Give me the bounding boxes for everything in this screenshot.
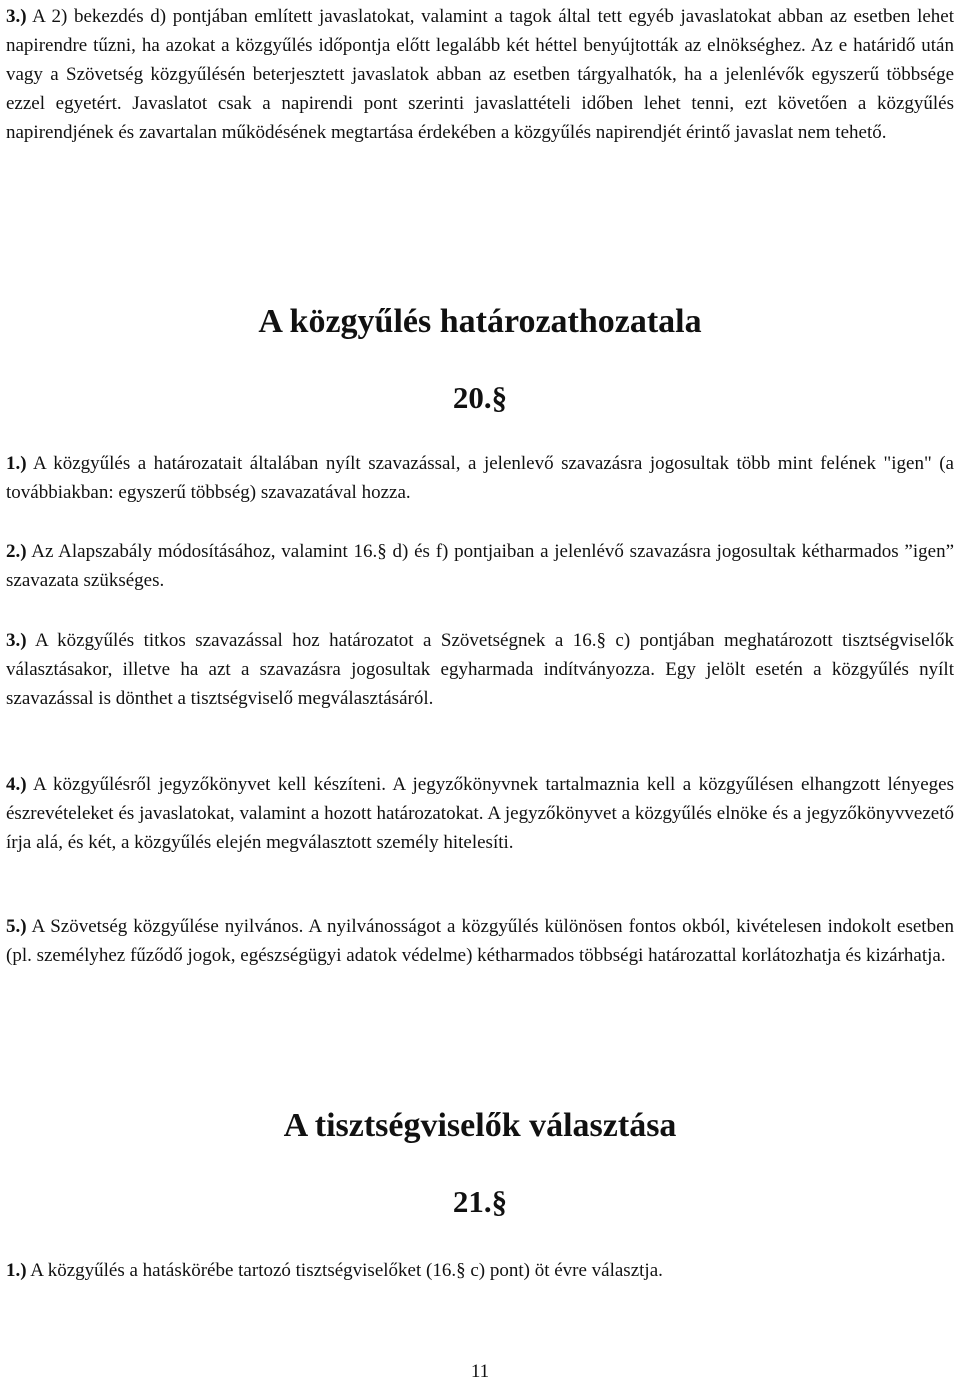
paragraph-20-4 — [6, 770, 954, 857]
paragraph-number: 1.) — [6, 1260, 27, 1281]
paragraph-20-2 — [6, 537, 954, 595]
paragraph-number: 5.) — [6, 916, 27, 937]
section-20: 20.§ — [452, 380, 508, 415]
paragraph-20-5 — [6, 912, 954, 970]
paragraph-text: A közgyűlés a határozatait általában nyílt szavazással, a jelenlevő szavazásra jogosultak több mint felének "igen" (a továbbiakban: egyszerű többség) szavazatával hozza. — [6, 453, 954, 503]
paragraph-number: 3.) — [6, 6, 27, 27]
paragraph-3-intro — [6, 2, 954, 147]
paragraph-20-3 — [6, 626, 954, 713]
paragraph-number: 1.) — [6, 453, 27, 474]
paragraph-20-1 — [6, 449, 954, 507]
paragraph-text: A közgyűlés titkos szavazással hoz határozatot a Szövetségnek a 16.§ c) pontjában meghatározott tisztségviselők választásakor, illetve ha azt a szavazásra jogosultak egyharmada indítványozza. Egy jelölt esetén a közgyűlés nyílt szavazással is dönthet a tisztségviselő megválasztásáról. — [6, 630, 954, 709]
paragraph-text: A közgyűlésről jegyzőkönyvet kell készíteni. A jegyzőkönyvnek tartalmaznia kell a közgyűlésen elhangzott lényeges észrevételeket és javaslatokat, valamint a hozott határozatokat. A jegyzőkönyvet a közgyűlés elnöke és a jegyzőkönyvvezető írja alá, és két, a közgyűlés elején megválasztott személy hitelesíti. — [6, 774, 954, 853]
paragraph-text: A Szövetség közgyűlése nyilvános. A nyilvánosságot a közgyűlés különösen fontos okból, kivételesen indokolt esetben (pl. személyhez fűződő jogok, egészségügyi adatok védelme) kétharmados többségi határozattal korlátozhatja és kizárhatja. — [6, 916, 954, 966]
paragraph-text: A közgyűlés a hatáskörébe tartozó tisztségviselőket (16.§ c) pont) öt évre választja. — [26, 1260, 663, 1281]
paragraph-21-1 — [6, 1256, 954, 1285]
paragraph-number: 2.) — [6, 541, 27, 562]
paragraph-text: Az Alapszabály módosításához, valamint 16.§ d) és f) pontjaiban a jelenlévő szavazásra jogosultak kétharmados ”igen” szavazata szükséges. — [6, 541, 954, 591]
paragraph-number: 3.) — [6, 630, 27, 651]
heading-kozgyules-hatarozathozatala: A közgyűlés határozathozatala — [258, 303, 702, 340]
page-number: 11 — [470, 1361, 490, 1382]
section-21: 21.§ — [452, 1184, 508, 1219]
heading-tisztsegviselok-valasztasa: A tisztségviselők választása — [283, 1107, 677, 1144]
paragraph-number: 4.) — [6, 774, 27, 795]
paragraph-text: A 2) bekezdés d) pontjában említett javaslatokat, valamint a tagok által tett egyéb javaslatokat abban az esetben lehet napirendre tűzni, ha azokat a közgyűlés időpontja előtt legalább két héttel benyújtották az elnökséghez. Az e határidő után vagy a Szövetség közgyűlésén beterjesztett javaslatok abban az esetben tárgyalhatók, ha a jelenlévők egyszerű többsége ezzel egyetért. Javaslatot csak a napirendi pont szerinti javaslattételi időben lehet tenni, ezt követően a közgyűlés napirendjének és zavartalan működésének megtartása érdekében a közgyűlés napirendjét érintő javaslat nem tehető. — [6, 6, 954, 143]
